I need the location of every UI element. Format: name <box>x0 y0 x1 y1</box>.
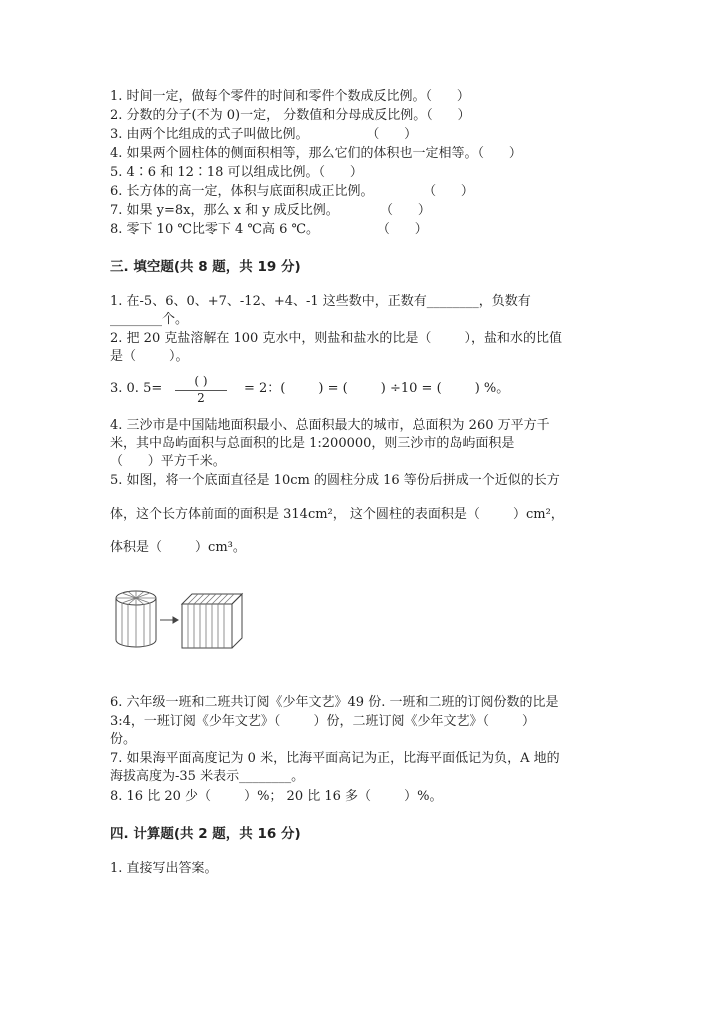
fill-q2-line1: 2. 把 20 克盐溶解在 100 克水中，则盐和盐水的比是（ ），盐和水的比值 <box>110 331 562 346</box>
judge-item: 7. 如果 y=8x，那么 x 和 y 成反比例。 （ ） <box>110 203 431 218</box>
fill-q7-line2: 海拔高度为-35 米表示________。 <box>110 769 305 784</box>
fraction-numerator: ( ) <box>194 374 208 388</box>
arrow-icon <box>173 617 178 623</box>
fill-q5-line1: 5. 如图，将一个底面直径是 10cm 的圆柱分成 16 等份后拼成一个近似的长方 <box>110 473 560 488</box>
judge-item: 5. 4∶6 和 12∶18 可以组成比例。（ ） <box>110 165 363 180</box>
judge-item: 1. 时间一定，做每个零件的时间和零件个数成反比例。（ ） <box>110 89 470 104</box>
fill-q5-line3: 体积是（ ）cm³。 <box>110 540 246 555</box>
judge-item: 8. 零下 10 ℃比零下 4 ℃高 6 ℃。 （ ） <box>110 222 428 237</box>
cuboid-side <box>232 594 242 648</box>
fraction-denominator: 2 <box>197 391 205 405</box>
fill-q6-line2: 3:4，一班订阅《少年文艺》（ ）份，二班订阅《少年文艺》（ ） <box>110 714 536 729</box>
fill-q1-line2: ________个。 <box>110 312 189 327</box>
fill-q6-line1: 6. 六年级一班和二班共订阅《少年文艺》49 份. 一班和二班的订阅份数的比是 <box>110 695 559 710</box>
fill-q3-suffix: = 2：( ) = ( ) ÷10 = ( ) %。 <box>244 381 510 396</box>
fill-q5-line2: 体，这个长方体前面的面积是 314cm²， 这个圆柱的表面积是（ ）cm²， <box>110 507 564 522</box>
fill-q3-fraction <box>173 374 229 406</box>
cuboid-front <box>182 604 232 648</box>
fill-q4-line3: （ ）平方千米。 <box>110 454 226 469</box>
fill-q7-line1: 7. 如果海平面高度记为 0 米，比海平面高记为正，比海平面低记为负，A 地的 <box>110 751 560 766</box>
judge-item: 6. 长方体的高一定，体积与底面积成正比例。 （ ） <box>110 184 474 199</box>
section3-heading: 三. 填空题(共 8 题，共 19 分) <box>110 259 301 275</box>
fill-q6-line3: 份。 <box>110 732 137 747</box>
judge-item: 3. 由两个比组成的式子叫做比例。 （ ） <box>110 127 418 142</box>
fill-q8: 8. 16 比 20 少（ ）%； 20 比 16 多（ ）%。 <box>110 789 443 804</box>
fill-q4-line2: 米，其中岛屿面积与总面积的比是 1:200000，则三沙市的岛屿面积是 <box>110 436 515 451</box>
calc-q1: 1. 直接写出答案。 <box>110 861 218 876</box>
fill-q1-line1: 1. 在-5、6、0、+7、-12、+4、-1 这些数中，正数有________，负数有 <box>110 294 531 309</box>
fill-q4-line1: 4. 三沙市是中国陆地面积最小、总面积最大的城市，总面积为 260 万平方千 <box>110 418 550 433</box>
judge-item: 4. 如果两个圆柱体的侧面积相等，那么它们的体积也一定相等。（ ） <box>110 146 522 161</box>
fill-q2-line2: 是（ ）。 <box>110 349 189 364</box>
section4-heading: 四. 计算题(共 2 题，共 16 分) <box>110 826 301 842</box>
fill-q3-prefix: 3. 0. 5= <box>110 381 163 396</box>
cylinder-to-cuboid-figure <box>112 588 247 652</box>
judge-item: 2. 分数的分子(不为 0)一定， 分数值和分母成反比例。（ ） <box>110 108 471 123</box>
